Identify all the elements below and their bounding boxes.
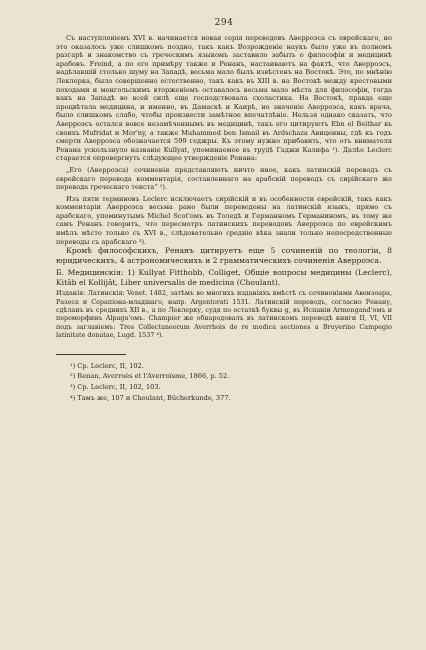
medicine-section: Б. Медицинскія: 1) Kullyat Fitthobb, Colliget, Общіе вопросы медицины (Leclerc), Kitâb el Kollijât, Liber universalis de medicina (Choulant). [56, 268, 392, 287]
footnote-2: ²) Renan, Averroès et l'Averroïsme, 1866, р. 52. [70, 372, 230, 381]
paragraph-4: Кромѣ философскихъ, Ренанъ цитируетъ еще 5 сочиненій по теологіи, 8 юридическихъ, 4 астрономическихъ и 2 грамматическихъ сочиненія Аверроэса. [56, 246, 392, 265]
footnote-divider [56, 354, 126, 355]
page-number: 294 [214, 18, 234, 28]
footnote-1: ¹) Cp. Leclerc, II, 102. [70, 361, 144, 370]
footnote-4: ⁴) Тамъ же, 107 и Choulant, Büchеrkunde, 377. [70, 394, 231, 403]
footnote-3: ³) Cp. Leclerc, II, 102, 103. [70, 383, 161, 392]
quote-paragraph: „Его (Аверроэса) сочиненія представляютъ ничто иное, какъ латинскій переводъ съ еврейскаго перевода комментарія, составленнаго на арабскій переводъ съ сирійскаго же перевода греческаго текста“ ²). [56, 165, 392, 192]
editions-section: Изданія: Латинскія: Venet. 1482, затѣмъ во многихъ изданіяхъ вмѣстѣ съ сочиненіями Авензоара, Разеса и Серапіона-младшаго, напр. Argentorati 1531. Латинскій переводъ, согласно Ренану, сдѣланъ въ среднихъ XII в., а по Леклерку, судя по остаткѣ буквы g, въ Испаніи Armengand'омъ и переморфинъ Alpagu'омъ. Champier же обнародовалъ въ латинскомъ переводѣ книги II, VI, VII подъ заглавіемъ: Tres Collectaneorum Averrhois de re medica sectiones a Bruyerino Campegio latinitate donatae, Lugd. 1537 ⁴). [56, 289, 392, 340]
paragraph-1: Съ наступленіемъ XVI в. начинается новая серія переводовъ Аверроэса съ еврейскаго, но это оказалось уже слишкомъ поздно, такъ какъ Возрожденіе наукъ было уже въ полномъ разгарѣ и знакомство съ греческимъ языкомъ заставило забыть о философіи и медицинѣ арабовъ. Freind, а по его примѣру также и Ренанъ, настаиваютъ на фактѣ, что Аверроэсъ, надѣлавшій столько шуму на Западѣ, весьма мало былъ извѣстенъ на Востокѣ. Это, по мнѣнію Леклерка, было совершенно естественно, такъ какъ въ XIII в. на Востокѣ между крестовыми походами и монгольскимъ вторженіемъ оставалось весьма мало мѣста для философіи, тогда какъ на Западѣ во всей силѣ еще господствовала схоластика. На Востокѣ, правда еще процвѣтала медицина, и именно, въ Дамаскѣ и Каирѣ, но значеніе Аверроэса, какъ врача, было слишкомъ слабо, чтобы произвести замѣтное впечатлѣніе. Нельзя однако сказать, что Аверроэсъ остался вовсе незамѣченнымъ въ медицинѣ, такъ его цитируютъ Ebn el Beithar въ своихъ Mufridat и Mor'ny, а также Muhammed ben Ismail въ Ardschaza Авиценны, гдѣ къ годъ смерти Аверроэса обозначается 599 геджры. Къ этому нужно прибавить, что отъ внимателя Ренана ускользнуло названіе Kullyat, упоминаемое въ трудѣ Гаджи Калифа ¹). Далѣе Leclerc старается опровергнуть слѣдующее утвержденіе Ренана: [56, 34, 392, 163]
paragraph-3: Изъ пяти терминовъ Leclerc исключаетъ сирійскій и въ особенности еврейскій, такъ какъ комментаріи Аверроэса весьма рано были переведены на латинскій языкъ, прямо съ арабскаго, упоминутымъ Michel Scot'омъ въ Толедѣ и Германномъ Германиномъ, въ тому же самъ Ренанъ говоритъ, что пересмотръ латинскихъ переводовъ Аверроэса по еврейскимъ имѣлъ мѣсто только съ XVI в., слѣдовательно средніе вѣка знали только непосредственные переводы съ арабскаго ³). [56, 194, 392, 246]
